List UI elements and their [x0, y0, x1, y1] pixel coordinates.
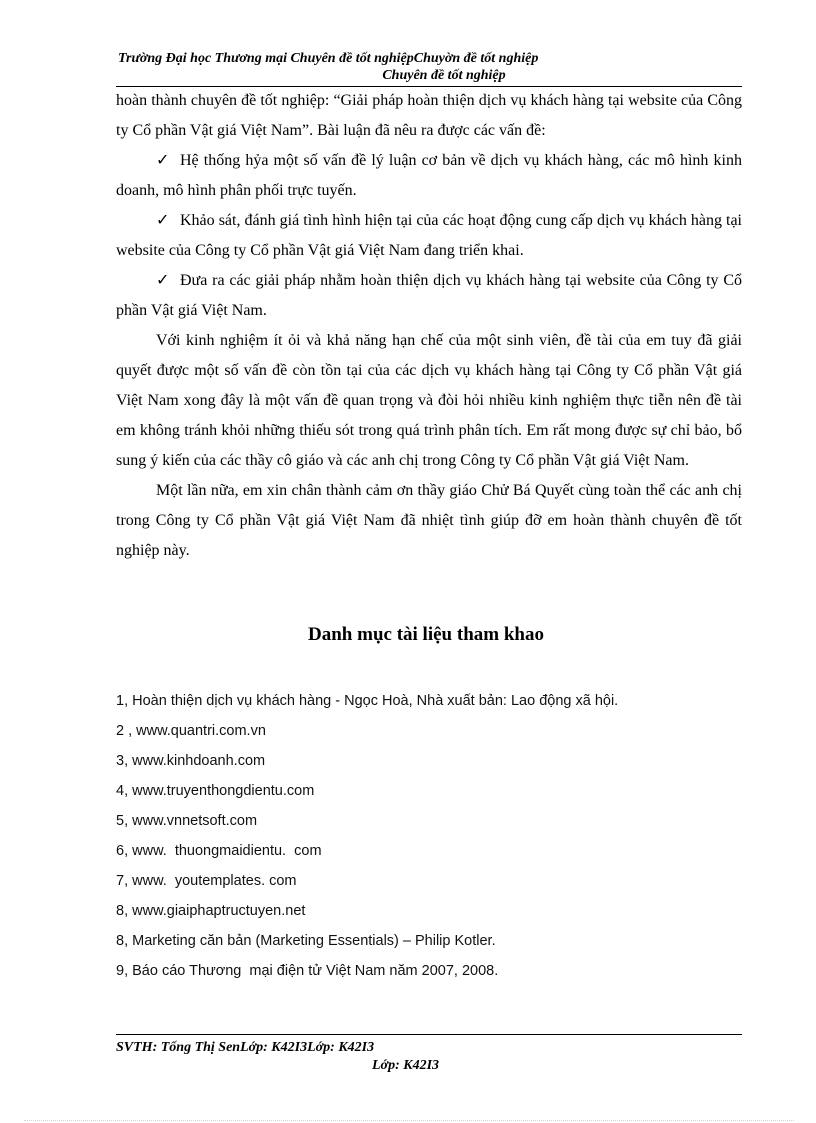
- reference-item: 5, www.vnnetsoft.com: [116, 813, 258, 829]
- paragraph-intro: hoàn thành chuyên đề tốt nghiệp: “Giải pháp hoàn thiện dịch vụ khách hàng tại website của Công ty Cổ phần Vật giá Việt Nam”. Bài luận đã nêu ra được các vấn đề:: [116, 92, 742, 139]
- reference-item: 9, Báo cáo Thương mại điện tử Việt Nam năm 2007, 2008.: [116, 963, 499, 979]
- reference-item: 4, www.truyenthongdientu.com: [116, 783, 315, 799]
- bullet-text: Khảo sát, đánh giá tình hình hiện tại của các hoạt động cung cấp dịch vụ khách hàng tại website của Công ty Cổ phần Vật giá Việt Nam đang triển khai.: [116, 212, 742, 259]
- body-text: [116, 86, 742, 566]
- bullet-item: [116, 146, 742, 206]
- paragraph-limitations: Với kinh nghiệm ít ỏi và khả năng hạn chế của một sinh viên, đề tài của em tuy đã giải quyết được một số vấn đề còn tồn tại của các dịch vụ khách hàng tại Công ty Cổ phần Vật giá Việt Nam xong đây là một vấn đề quan trọng và đòi hỏi nhiều kinh nghiệm thực tiễn nên đề tài em không tránh khỏi những thiếu sót trong quá trình phân tích. Em rất mong được sự chỉ bảo, bổ sung ý kiến của các thầy cô giáo và các anh chị trong Công ty Cổ phần Vật giá Việt Nam.: [116, 332, 742, 469]
- footer-line-1: SVTH: Tống Thị SenLớp: K42I3Lớp: K42I3: [116, 1040, 375, 1055]
- reference-item: 7, www. youtemplates. com: [116, 873, 297, 889]
- reference-item: 6, www. thuongmaidientu. com: [116, 843, 322, 859]
- reference-item: 8, www.giaiphaptructuyen.net: [116, 903, 306, 919]
- header-line-1: Trường Đại học Thương mại Chuyên đề tốt nghiệpChuyờn đề tốt nghiệp: [118, 51, 539, 66]
- checkmark-icon: ✓: [156, 152, 170, 169]
- bullet-item: [116, 266, 742, 326]
- header-line-2: Chuyên đề tốt nghiệp: [382, 68, 506, 83]
- reference-item: 3, www.kinhdoanh.com: [116, 753, 266, 769]
- page-footer: [116, 1039, 742, 1075]
- checkmark-icon: ✓: [156, 212, 170, 229]
- bullet-item: [116, 206, 742, 266]
- bullet-text: Hệ thống hỷa một số vấn đề lý luận cơ bản về dịch vụ khách hàng, các mô hình kinh doanh, mô hình phân phối trực tuyến.: [116, 152, 742, 199]
- page-header: [116, 50, 742, 84]
- references-title: Danh mục tài liệu tham khao: [308, 624, 544, 645]
- reference-item: 8, Marketing căn bản (Marketing Essentials) – Philip Kotler.: [116, 933, 496, 949]
- checkmark-icon: ✓: [156, 272, 170, 289]
- footer-line-2: Lớp: K42I3: [372, 1058, 440, 1073]
- page-edge-divider: [24, 1120, 794, 1121]
- reference-list: [116, 686, 742, 986]
- reference-item: 1, Hoàn thiện dịch vụ khách hàng - Ngọc Hoà, Nhà xuất bản: Lao động xã hội.: [116, 693, 619, 709]
- reference-item: 2 , www.quantri.com.vn: [116, 723, 266, 739]
- paragraph-thanks: Một lần nữa, em xin chân thành cảm ơn thầy giáo Chử Bá Quyết cùng toàn thể các anh chị trong Công ty Cổ phần Vật giá Việt Nam đã nhiệt tình giúp đỡ em hoàn thành chuyên đề tốt nghiệp này.: [116, 482, 742, 559]
- footer-rule: [116, 1034, 742, 1035]
- bullet-text: Đưa ra các giải pháp nhằm hoàn thiện dịch vụ khách hàng tại website của Công ty Cổ phần Vật giá Việt Nam.: [116, 272, 742, 319]
